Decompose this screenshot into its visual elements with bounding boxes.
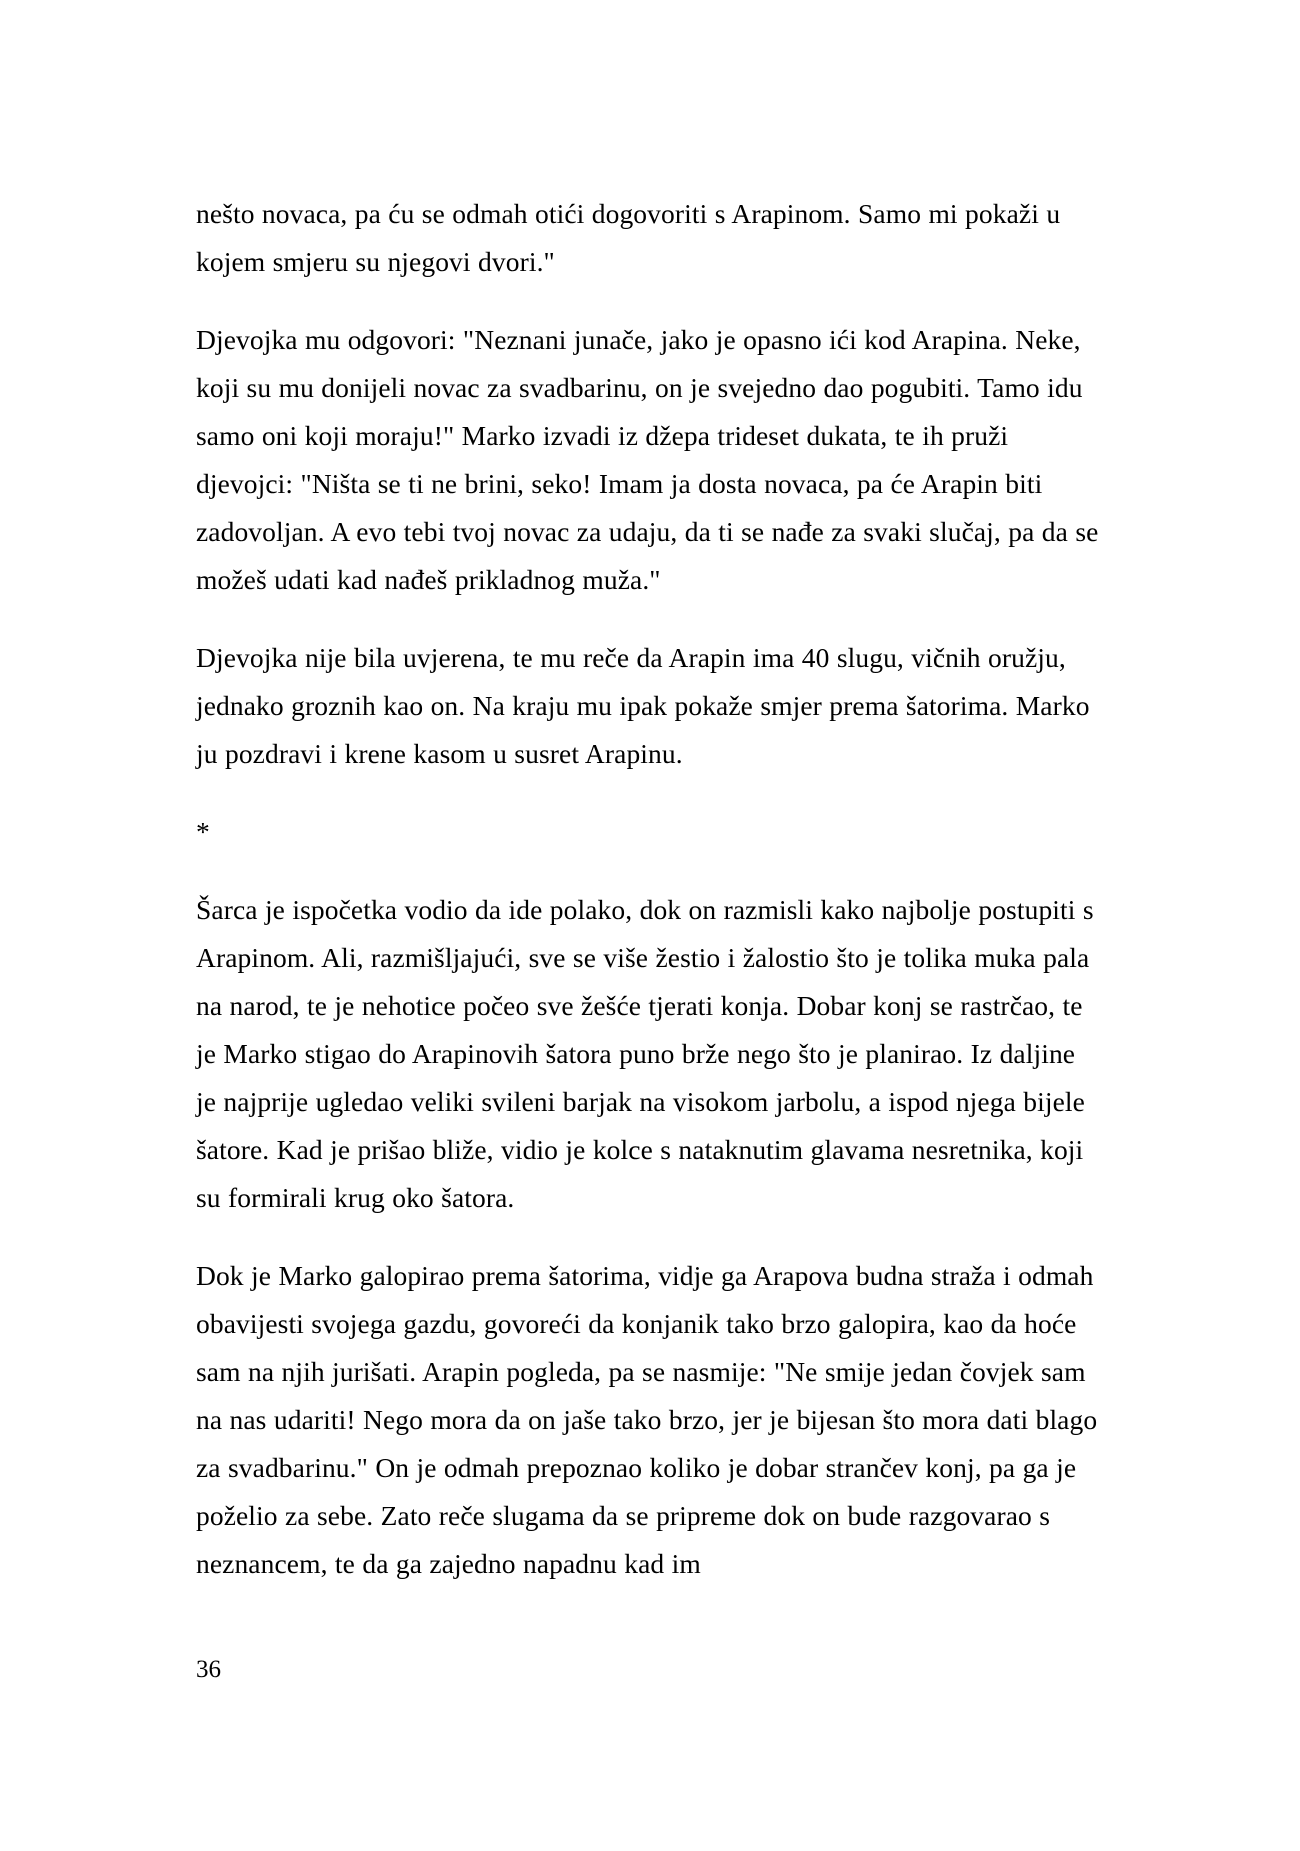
page-number: 36 [196,1656,221,1683]
paragraph: Djevojka mu odgovori: "Neznani junače, jako je opasno ići kod Arapina. Neke, koji su mu donijeli novac za svadbarinu, on je svejedno dao pogubiti. Tamo idu samo oni koji moraju!" Marko izvadi iz džepa trideset dukata, te ih pruži djevojci: "Ništa se ti ne brini, seko! Imam ja dosta novaca, pa će Arapin biti zadovoljan. A evo tebi tvoj novac za udaju, da ti se nađe za svaki slučaj, pa da se možeš udati kad nađeš prikladnog muža." [196,324,1099,595]
page-body [196,190,1102,1588]
section-separator: * [196,816,210,847]
paragraph: Dok je Marko galopirao prema šatorima, vidje ga Arapova budna straža i odmah obavijesti svojega gazdu, govoreći da konjanik tako brzo galopira, kao da hoće sam na njih jurišati. Arapin pogleda, pa se nasmije: "Ne smije jedan čovjek sam na nas udariti! Nego mora da on jaše tako brzo, jer je bijesan što mora dati blago za svadbarinu." On je odmah prepoznao koliko je dobar strančev konj, pa ga je poželio za sebe. Zato reče slugama da se pripreme dok on bude razgovarao s neznancem, te da ga zajedno napadnu kad im [196,1260,1098,1579]
paragraph: nešto novaca, pa ću se odmah otići dogovoriti s Arapinom. Samo mi pokaži u kojem smjeru su njegovi dvori." [196,198,1061,277]
paragraph: Djevojka nije bila uvjerena, te mu reče da Arapin ima 40 slugu, vičnih oružju, jednako groznih kao on. Na kraju mu ipak pokaže smjer prema šatorima. Marko ju pozdravi i krene kasom u susret Arapinu. [196,642,1090,769]
paragraph: Šarca je ispočetka vodio da ide polako, dok on razmisli kako najbolje postupiti s Arapinom. Ali, razmišljajući, sve se više žestio i žalostio što je tolika muka pala na narod, te je nehotice počeo sve žešće tjerati konja. Dobar konj se rastrčao, te je Marko stigao do Arapinovih šatora puno brže nego što je planirao. Iz daljine je najprije ugledao veliki svileni barjak na visokom jarbolu, a ispod njega bijele šatore. Kad je prišao bliže, vidio je kolce s nataknutim glavama nesretnika, koji su formirali krug oko šatora. [196,894,1094,1213]
